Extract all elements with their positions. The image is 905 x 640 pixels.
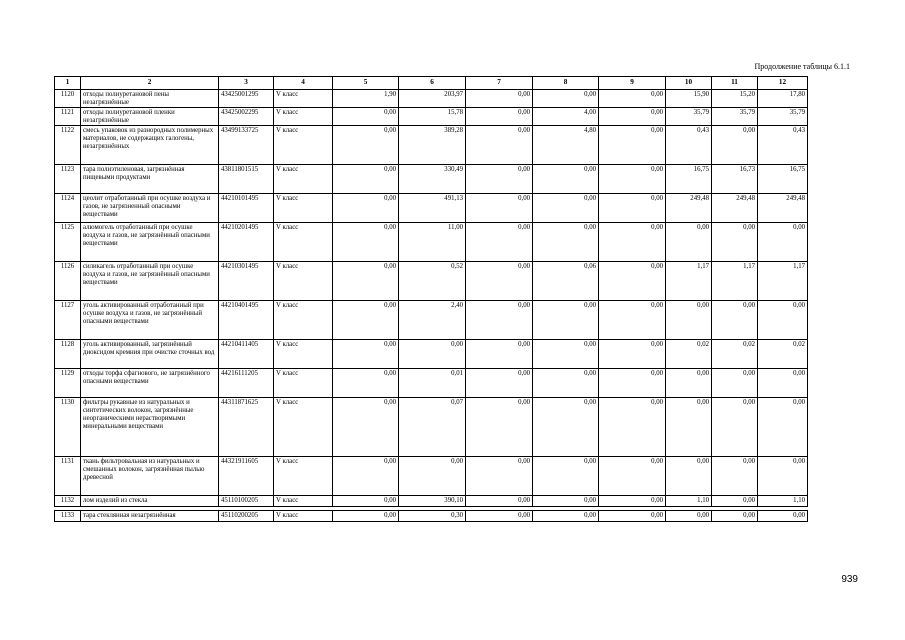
value-cell-col-6: 0,00 <box>399 457 466 496</box>
value-cell-col-5: 0,00 <box>333 126 399 165</box>
value-cell-col-5: 0,00 <box>333 194 399 223</box>
value-cell-col-7: 0,00 <box>466 369 533 398</box>
column-header-6: 6 <box>399 77 466 90</box>
fkko-code-cell: 44216111205 <box>219 369 274 398</box>
value-cell-col-5: 0,00 <box>333 165 399 194</box>
hazard-class-cell: V класс <box>274 511 333 522</box>
value-cell-col-12: 0,00 <box>758 511 808 522</box>
value-cell-col-11: 0,00 <box>712 126 758 165</box>
waste-name-cell: алюмогель отработанный при осушке воздуха и газов, не загрязнённый опасными веществами <box>81 223 219 262</box>
table-row <box>55 165 808 194</box>
table-row <box>55 340 808 369</box>
fkko-code-cell: 43499133725 <box>219 126 274 165</box>
value-cell-col-12: 16,75 <box>758 165 808 194</box>
table-header <box>55 77 808 90</box>
value-cell-col-9: 0,00 <box>599 262 666 301</box>
hazard-class-cell: V класс <box>274 301 333 340</box>
value-cell-col-9: 0,00 <box>599 194 666 223</box>
waste-name-cell: уголь активированный отработанный при осушке воздуха и газов, не загрязнённый опасными веществами <box>81 301 219 340</box>
value-cell-col-11: 0,00 <box>712 496 758 507</box>
value-cell-col-12: 0,00 <box>758 457 808 496</box>
hazard-class-cell: V класс <box>274 126 333 165</box>
value-cell-col-11: 0,00 <box>712 301 758 340</box>
value-cell-col-5: 0,00 <box>333 262 399 301</box>
value-cell-col-10: 0,43 <box>666 126 712 165</box>
waste-name-cell: отходы торфа сфагнового, не загрязнённого опасными веществами <box>81 369 219 398</box>
value-cell-col-12: 17,80 <box>758 90 808 108</box>
value-cell-col-9: 0,00 <box>599 340 666 369</box>
value-cell-col-12: 0,02 <box>758 340 808 369</box>
row-number-cell: 1123 <box>55 165 81 194</box>
fkko-code-cell: 44210101495 <box>219 194 274 223</box>
waste-name-cell: смесь упаковок из разнородных полимерных материалов, не содержащих галогены, незагрязнённых <box>81 126 219 165</box>
fkko-code-cell: 45110100205 <box>219 496 274 507</box>
value-cell-col-12: 249,48 <box>758 194 808 223</box>
row-number-cell: 1129 <box>55 369 81 398</box>
value-cell-col-7: 0,00 <box>466 223 533 262</box>
table-row <box>55 369 808 398</box>
table-row <box>55 90 808 108</box>
table-row <box>55 194 808 223</box>
table-row <box>55 457 808 496</box>
table-caption: Продолжение таблицы 6.1.1 <box>754 62 850 71</box>
value-cell-col-10: 0,00 <box>666 223 712 262</box>
page-number: 939 <box>841 574 858 585</box>
value-cell-col-10: 0,02 <box>666 340 712 369</box>
table-row <box>55 126 808 165</box>
fkko-code-cell: 43811801515 <box>219 165 274 194</box>
column-header-3: 3 <box>219 77 274 90</box>
value-cell-col-9: 0,00 <box>599 90 666 108</box>
value-cell-col-6: 390,10 <box>399 496 466 507</box>
value-cell-col-5: 0,00 <box>333 223 399 262</box>
header-row <box>55 77 808 90</box>
fkko-code-cell: 45110200205 <box>219 511 274 522</box>
hazard-class-cell: V класс <box>274 340 333 369</box>
row-number-cell: 1121 <box>55 108 81 126</box>
value-cell-col-10: 0,00 <box>666 369 712 398</box>
value-cell-col-5: 0,00 <box>333 301 399 340</box>
waste-name-cell: тара полиэтиленовая, загрязнённая пищевыми продуктами <box>81 165 219 194</box>
value-cell-col-6: 11,00 <box>399 223 466 262</box>
column-header-12: 12 <box>758 77 808 90</box>
value-cell-col-7: 0,00 <box>466 108 533 126</box>
value-cell-col-12: 0,43 <box>758 126 808 165</box>
value-cell-col-10: 249,48 <box>666 194 712 223</box>
row-number-cell: 1124 <box>55 194 81 223</box>
value-cell-col-11: 0,00 <box>712 511 758 522</box>
data-table <box>54 76 808 522</box>
value-cell-col-10: 0,00 <box>666 301 712 340</box>
value-cell-col-6: 0,30 <box>399 511 466 522</box>
value-cell-col-10: 35,79 <box>666 108 712 126</box>
hazard-class-cell: V класс <box>274 398 333 457</box>
value-cell-col-9: 0,00 <box>599 126 666 165</box>
value-cell-col-12: 1,10 <box>758 496 808 507</box>
value-cell-col-7: 0,00 <box>466 301 533 340</box>
value-cell-col-5: 0,00 <box>333 496 399 507</box>
hazard-class-cell: V класс <box>274 496 333 507</box>
value-cell-col-9: 0,00 <box>599 223 666 262</box>
table-row <box>55 223 808 262</box>
value-cell-col-6: 330,49 <box>399 165 466 194</box>
value-cell-col-6: 0,01 <box>399 369 466 398</box>
value-cell-col-9: 0,00 <box>599 165 666 194</box>
value-cell-col-12: 1,17 <box>758 262 808 301</box>
value-cell-col-8: 0,00 <box>533 398 599 457</box>
value-cell-col-9: 0,00 <box>599 369 666 398</box>
value-cell-col-7: 0,00 <box>466 194 533 223</box>
value-cell-col-9: 0,00 <box>599 457 666 496</box>
column-header-8: 8 <box>533 77 599 90</box>
value-cell-col-7: 0,00 <box>466 340 533 369</box>
waste-name-cell: силикагель отработанный при осушке воздуха и газов, не загрязнённый опасными веществами <box>81 262 219 301</box>
fkko-code-cell: 44210411405 <box>219 340 274 369</box>
value-cell-col-6: 491,13 <box>399 194 466 223</box>
waste-name-cell: цеолит отработанный при осушке воздуха и газов, не загрязненный опасными веществами <box>81 194 219 223</box>
waste-name-cell: фильтры рукавные из натуральных и синтетических волокон, загрязнённые неорганическими нерастворимыми минеральными веществами <box>81 398 219 457</box>
value-cell-col-5: 0,00 <box>333 457 399 496</box>
value-cell-col-8: 0,00 <box>533 369 599 398</box>
value-cell-col-7: 0,00 <box>466 126 533 165</box>
hazard-class-cell: V класс <box>274 262 333 301</box>
value-cell-col-5: 0,00 <box>333 398 399 457</box>
value-cell-col-7: 0,00 <box>466 165 533 194</box>
value-cell-col-11: 0,00 <box>712 369 758 398</box>
value-cell-col-6: 2,40 <box>399 301 466 340</box>
value-cell-col-11: 249,48 <box>712 194 758 223</box>
value-cell-col-9: 0,00 <box>599 108 666 126</box>
row-number-cell: 1122 <box>55 126 81 165</box>
value-cell-col-9: 0,00 <box>599 398 666 457</box>
value-cell-col-7: 0,00 <box>466 457 533 496</box>
value-cell-col-8: 0,00 <box>533 457 599 496</box>
column-header-1: 1 <box>55 77 81 90</box>
column-header-2: 2 <box>81 77 219 90</box>
hazard-class-cell: V класс <box>274 90 333 108</box>
value-cell-col-11: 0,00 <box>712 398 758 457</box>
value-cell-col-6: 15,78 <box>399 108 466 126</box>
value-cell-col-8: 0,00 <box>533 511 599 522</box>
value-cell-col-7: 0,00 <box>466 496 533 507</box>
row-number-cell: 1120 <box>55 90 81 108</box>
value-cell-col-6: 0,07 <box>399 398 466 457</box>
fkko-code-cell: 44210301495 <box>219 262 274 301</box>
table-row <box>55 108 808 126</box>
value-cell-col-11: 35,79 <box>712 108 758 126</box>
value-cell-col-11: 16,73 <box>712 165 758 194</box>
value-cell-col-10: 0,00 <box>666 511 712 522</box>
value-cell-col-5: 0,00 <box>333 108 399 126</box>
fkko-code-cell: 43425002295 <box>219 108 274 126</box>
row-number-cell: 1126 <box>55 262 81 301</box>
row-number-cell: 1133 <box>55 511 81 522</box>
fkko-code-cell: 44311871625 <box>219 398 274 457</box>
row-number-cell: 1128 <box>55 340 81 369</box>
table-row <box>55 398 808 457</box>
hazard-class-cell: V класс <box>274 194 333 223</box>
fkko-code-cell: 44210401495 <box>219 301 274 340</box>
waste-name-cell: лом изделий из стекла <box>81 496 219 507</box>
row-number-cell: 1132 <box>55 496 81 507</box>
value-cell-col-12: 0,00 <box>758 398 808 457</box>
fkko-code-cell: 44210201495 <box>219 223 274 262</box>
row-number-cell: 1130 <box>55 398 81 457</box>
waste-name-cell: ткань фильтровальная из натуральных и смешанных волокон, загрязнённая пылью древесной <box>81 457 219 496</box>
value-cell-col-9: 0,00 <box>599 496 666 507</box>
value-cell-col-8: 4,80 <box>533 126 599 165</box>
hazard-class-cell: V класс <box>274 108 333 126</box>
value-cell-col-8: 0,06 <box>533 262 599 301</box>
value-cell-col-6: 0,00 <box>399 340 466 369</box>
table-row <box>55 511 808 522</box>
value-cell-col-8: 0,00 <box>533 496 599 507</box>
hazard-class-cell: V класс <box>274 369 333 398</box>
value-cell-col-11: 1,17 <box>712 262 758 301</box>
waste-name-cell: отходы полиуретановой пленки незагрязнённые <box>81 108 219 126</box>
value-cell-col-11: 0,02 <box>712 340 758 369</box>
column-header-11: 11 <box>712 77 758 90</box>
value-cell-col-9: 0,00 <box>599 301 666 340</box>
table-row <box>55 301 808 340</box>
column-header-10: 10 <box>666 77 712 90</box>
table-body <box>55 90 808 522</box>
row-number-cell: 1127 <box>55 301 81 340</box>
value-cell-col-10: 1,17 <box>666 262 712 301</box>
value-cell-col-11: 0,00 <box>712 457 758 496</box>
data-table-container <box>54 76 808 522</box>
value-cell-col-8: 0,00 <box>533 194 599 223</box>
value-cell-col-12: 0,00 <box>758 223 808 262</box>
hazard-class-cell: V класс <box>274 457 333 496</box>
fkko-code-cell: 44321911605 <box>219 457 274 496</box>
value-cell-col-10: 16,75 <box>666 165 712 194</box>
value-cell-col-6: 203,97 <box>399 90 466 108</box>
value-cell-col-12: 0,00 <box>758 369 808 398</box>
value-cell-col-6: 389,28 <box>399 126 466 165</box>
table-row <box>55 496 808 507</box>
value-cell-col-8: 0,00 <box>533 301 599 340</box>
waste-name-cell: уголь активированный, загрязнённый диоксидом кремния при очистке сточных вод <box>81 340 219 369</box>
hazard-class-cell: V класс <box>274 223 333 262</box>
value-cell-col-6: 0,52 <box>399 262 466 301</box>
row-number-cell: 1125 <box>55 223 81 262</box>
value-cell-col-5: 0,00 <box>333 340 399 369</box>
value-cell-col-8: 0,00 <box>533 340 599 369</box>
row-number-cell: 1131 <box>55 457 81 496</box>
column-header-4: 4 <box>274 77 333 90</box>
value-cell-col-11: 15,20 <box>712 90 758 108</box>
table-row <box>55 262 808 301</box>
value-cell-col-5: 1,90 <box>333 90 399 108</box>
value-cell-col-10: 15,90 <box>666 90 712 108</box>
hazard-class-cell: V класс <box>274 165 333 194</box>
value-cell-col-7: 0,00 <box>466 262 533 301</box>
value-cell-col-10: 0,00 <box>666 398 712 457</box>
value-cell-col-8: 0,00 <box>533 90 599 108</box>
value-cell-col-8: 4,00 <box>533 108 599 126</box>
column-header-9: 9 <box>599 77 666 90</box>
column-header-7: 7 <box>466 77 533 90</box>
fkko-code-cell: 43425001295 <box>219 90 274 108</box>
waste-name-cell: отходы полиуретановой пены незагрязнённые <box>81 90 219 108</box>
value-cell-col-9: 0,00 <box>599 511 666 522</box>
value-cell-col-8: 0,00 <box>533 223 599 262</box>
value-cell-col-10: 1,10 <box>666 496 712 507</box>
value-cell-col-8: 0,00 <box>533 165 599 194</box>
value-cell-col-12: 35,79 <box>758 108 808 126</box>
value-cell-col-12: 0,00 <box>758 301 808 340</box>
value-cell-col-5: 0,00 <box>333 511 399 522</box>
value-cell-col-7: 0,00 <box>466 398 533 457</box>
value-cell-col-7: 0,00 <box>466 511 533 522</box>
value-cell-col-5: 0,00 <box>333 369 399 398</box>
value-cell-col-7: 0,00 <box>466 90 533 108</box>
column-header-5: 5 <box>333 77 399 90</box>
value-cell-col-11: 0,00 <box>712 223 758 262</box>
waste-name-cell: тара стеклянная незагрязнённая <box>81 511 219 522</box>
value-cell-col-10: 0,00 <box>666 457 712 496</box>
